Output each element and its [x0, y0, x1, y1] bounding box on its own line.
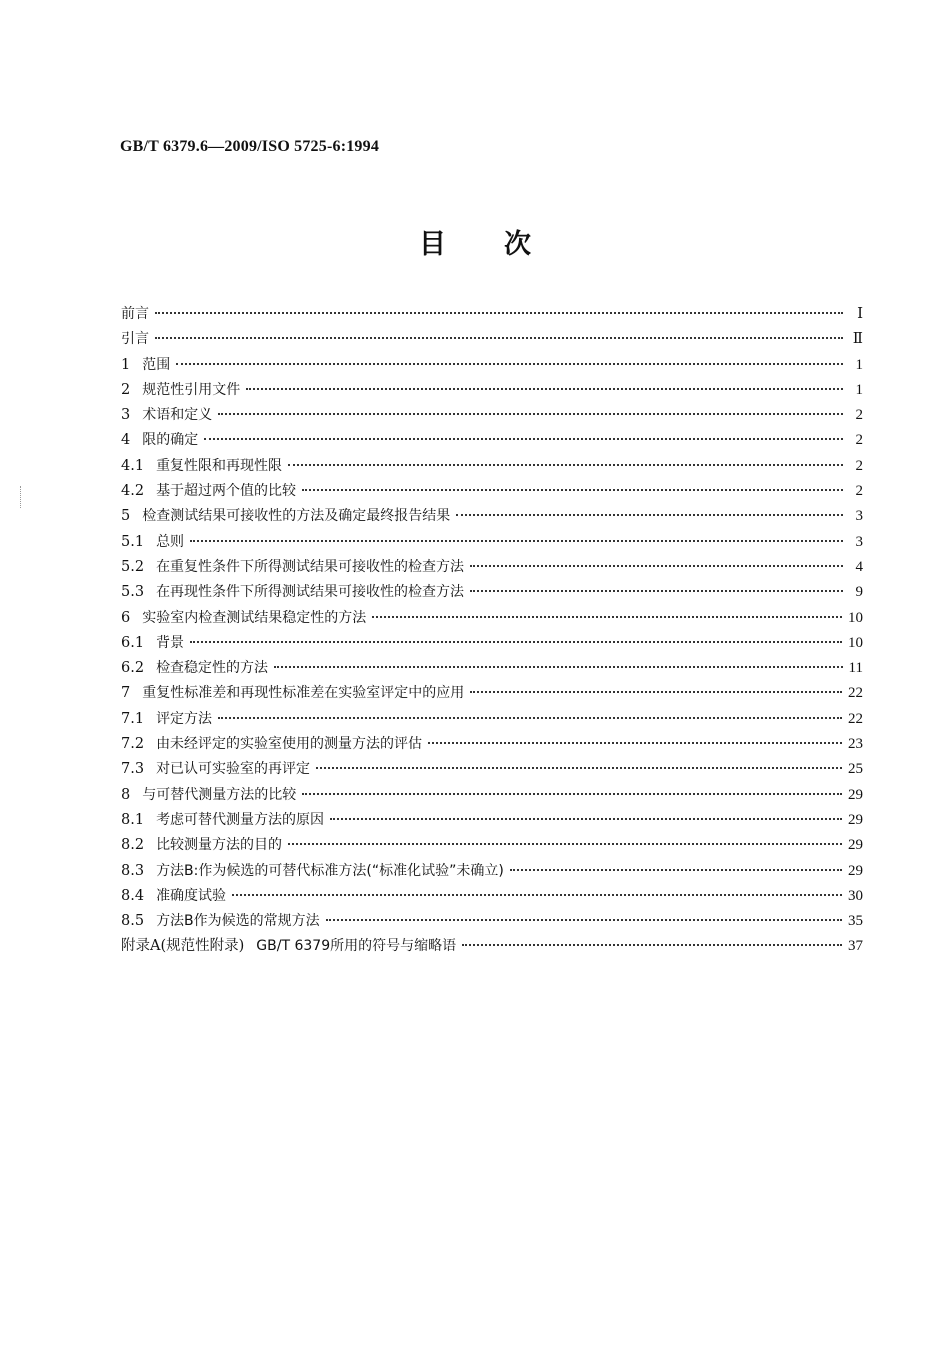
- toc-entry-page: 1: [855, 356, 863, 373]
- toc-entry-number: 5.3: [121, 584, 145, 601]
- toc-entry-title: 准确度试验: [156, 887, 227, 904]
- toc-entry-number: 4.2: [121, 483, 145, 500]
- toc-entry-page: 29: [848, 837, 863, 854]
- toc-entry-page: 2: [855, 432, 863, 449]
- toc-entry-number: 7.1: [121, 710, 145, 727]
- toc-leader-dots: [288, 464, 843, 466]
- toc-entry[interactable]: [121, 884, 863, 909]
- toc-entry-page: 22: [848, 710, 863, 727]
- toc-entry-number: 6: [121, 609, 131, 626]
- toc-entry-number: 7: [121, 685, 131, 702]
- toc-entry-page: 2: [855, 407, 863, 424]
- toc-entry-page: 29: [848, 786, 863, 803]
- toc-leader-dots: [470, 590, 843, 592]
- toc-entry-page: 25: [848, 761, 863, 778]
- document-code: GB/T 6379.6—2009/ISO 5725-6:1994: [120, 138, 380, 155]
- toc-entry-title: 背景: [156, 634, 185, 651]
- toc-entry-number: 4.1: [121, 457, 145, 474]
- toc-entry-page: Ⅰ: [857, 306, 863, 322]
- toc-entry-number: 8.1: [121, 811, 145, 828]
- toc-entry[interactable]: [121, 833, 863, 858]
- toc-entry[interactable]: [121, 808, 863, 833]
- toc-entry-page: 10: [848, 609, 863, 626]
- toc-entry-number: 8: [121, 786, 131, 803]
- toc-entry-title: 总则: [156, 533, 185, 550]
- toc-entry-title: GB/T 6379所用的符号与缩略语: [256, 938, 457, 955]
- toc-entry-number: 7.3: [121, 761, 145, 778]
- toc-leader-dots: [462, 944, 842, 946]
- toc-entry-number: 5.1: [121, 533, 145, 550]
- toc-entry-page: 29: [848, 862, 863, 879]
- toc-entry-title: 检查测试结果可接收性的方法及确定最终报告结果: [142, 508, 451, 525]
- toc-leader-dots: [470, 691, 842, 693]
- toc-entry[interactable]: [121, 934, 863, 959]
- toc-entry-page: 37: [848, 938, 863, 955]
- toc-entry-title: 引言: [121, 331, 149, 348]
- toc-entry[interactable]: [121, 302, 863, 327]
- toc-leader-dots: [274, 666, 842, 668]
- toc-entry-page: 22: [848, 685, 863, 702]
- table-of-contents: [121, 302, 863, 960]
- toc-entry-title: 重复性标准差和再现性标准差在实验室评定中的应用: [142, 685, 465, 702]
- toc-entry-page: 2: [855, 457, 863, 474]
- toc-entry-title: 范围: [142, 356, 171, 373]
- toc-entry-title: 在再现性条件下所得测试结果可接收性的检查方法: [156, 584, 465, 601]
- toc-entry[interactable]: [121, 504, 863, 529]
- toc-entry-title: 方法B作为候选的常规方法: [156, 913, 320, 930]
- toc-leader-dots: [232, 894, 842, 896]
- toc-leader-dots: [456, 514, 843, 516]
- toc-entry-title: 考虑可替代测量方法的原因: [156, 811, 325, 828]
- toc-entry-page: 9: [855, 584, 863, 601]
- toc-leader-dots: [326, 919, 842, 921]
- toc-leader-dots: [218, 717, 842, 719]
- toc-entry-title: 术语和定义: [142, 407, 213, 424]
- toc-entry[interactable]: [121, 783, 863, 808]
- toc-entry[interactable]: [121, 479, 863, 504]
- toc-entry-number: 1: [121, 356, 131, 373]
- toc-entry-page: 2: [855, 483, 863, 500]
- toc-entry[interactable]: [121, 428, 863, 453]
- toc-entry[interactable]: [121, 606, 863, 631]
- toc-leader-dots: [288, 843, 842, 845]
- toc-leader-dots: [190, 641, 842, 643]
- toc-entry-number: 8.4: [121, 887, 145, 904]
- toc-leader-dots: [155, 312, 843, 314]
- toc-entry[interactable]: [121, 656, 863, 681]
- toc-entry-title: 规范性引用文件: [142, 381, 241, 398]
- toc-entry[interactable]: [121, 580, 863, 605]
- toc-entry-page: 10: [848, 634, 863, 651]
- toc-leader-dots: [316, 767, 842, 769]
- toc-entry-page: 30: [848, 887, 863, 904]
- margin-mark: [20, 486, 23, 508]
- toc-entry-number: 3: [121, 407, 131, 424]
- toc-entry-page: 35: [848, 913, 863, 930]
- toc-entry-number: 8.2: [121, 837, 145, 854]
- toc-entry-page: 4: [855, 558, 863, 575]
- toc-entry-number: 5.2: [121, 558, 145, 575]
- toc-leader-dots: [330, 818, 842, 820]
- toc-entry[interactable]: [121, 403, 863, 428]
- toc-entry[interactable]: [121, 378, 863, 403]
- toc-leader-dots: [218, 413, 843, 415]
- toc-leader-dots: [246, 388, 843, 390]
- toc-leader-dots: [176, 363, 843, 365]
- toc-entry-number: 2: [121, 381, 131, 398]
- toc-entry[interactable]: [121, 707, 863, 732]
- toc-entry-title: 比较测量方法的目的: [156, 837, 283, 854]
- toc-entry-page: 11: [848, 660, 863, 677]
- toc-leader-dots: [190, 540, 843, 542]
- toc-entry-title: 与可替代测量方法的比较: [142, 786, 297, 803]
- toc-entry-page: Ⅱ: [852, 331, 863, 348]
- toc-entry-page: 3: [855, 533, 863, 550]
- toc-entry-page: 23: [848, 736, 863, 753]
- toc-entry[interactable]: [121, 909, 863, 934]
- toc-entry[interactable]: [121, 859, 863, 884]
- toc-entry-page: 3: [855, 508, 863, 525]
- toc-entry-number: 5: [121, 508, 131, 525]
- toc-entry[interactable]: [121, 530, 863, 555]
- toc-leader-dots: [302, 489, 843, 491]
- toc-entry-title: 由未经评定的实验室使用的测量方法的评估: [156, 736, 423, 753]
- page-title: 目次: [419, 229, 589, 260]
- toc-entry[interactable]: [121, 353, 863, 378]
- toc-entry-title: 重复性限和再现性限: [156, 457, 283, 474]
- toc-entry-number: 8.3: [121, 862, 145, 879]
- toc-entry-title: 前言: [121, 306, 149, 322]
- toc-entry[interactable]: [121, 681, 863, 706]
- toc-entry-title: 限的确定: [142, 432, 199, 449]
- toc-entry-number: 6.2: [121, 660, 145, 677]
- toc-entry-page: 1: [855, 381, 863, 398]
- toc-entry[interactable]: [121, 555, 863, 580]
- toc-entry-title: 检查稳定性的方法: [156, 660, 269, 677]
- toc-entry[interactable]: [121, 631, 863, 656]
- toc-entry-number: 6.1: [121, 634, 145, 651]
- toc-entry-number: 4: [121, 432, 131, 449]
- toc-leader-dots: [302, 793, 842, 795]
- toc-entry-number: 7.2: [121, 736, 145, 753]
- toc-leader-dots: [470, 565, 843, 567]
- toc-entry-title: 基于超过两个值的比较: [156, 483, 297, 500]
- toc-entry-title: 对已认可实验室的再评定: [156, 761, 311, 778]
- toc-entry[interactable]: [121, 757, 863, 782]
- toc-leader-dots: [428, 742, 842, 744]
- toc-entry-number: 8.5: [121, 913, 145, 930]
- toc-entry[interactable]: [121, 327, 863, 352]
- toc-leader-dots: [510, 869, 842, 871]
- toc-entry-page: 29: [848, 811, 863, 828]
- toc-entry-title: 评定方法: [156, 710, 213, 727]
- toc-entry-number: 附录A(规范性附录): [121, 938, 245, 955]
- toc-entry-title: 实验室内检查测试结果稳定性的方法: [142, 609, 367, 626]
- toc-entry[interactable]: [121, 454, 863, 479]
- toc-entry[interactable]: [121, 732, 863, 757]
- toc-leader-dots: [372, 616, 842, 618]
- toc-entry-title: 方法B:作为候选的可替代标准方法(“标准化试验”未确立): [156, 862, 504, 879]
- toc-leader-dots: [155, 337, 843, 339]
- toc-entry-title: 在重复性条件下所得测试结果可接收性的检查方法: [156, 558, 465, 575]
- toc-leader-dots: [204, 438, 843, 440]
